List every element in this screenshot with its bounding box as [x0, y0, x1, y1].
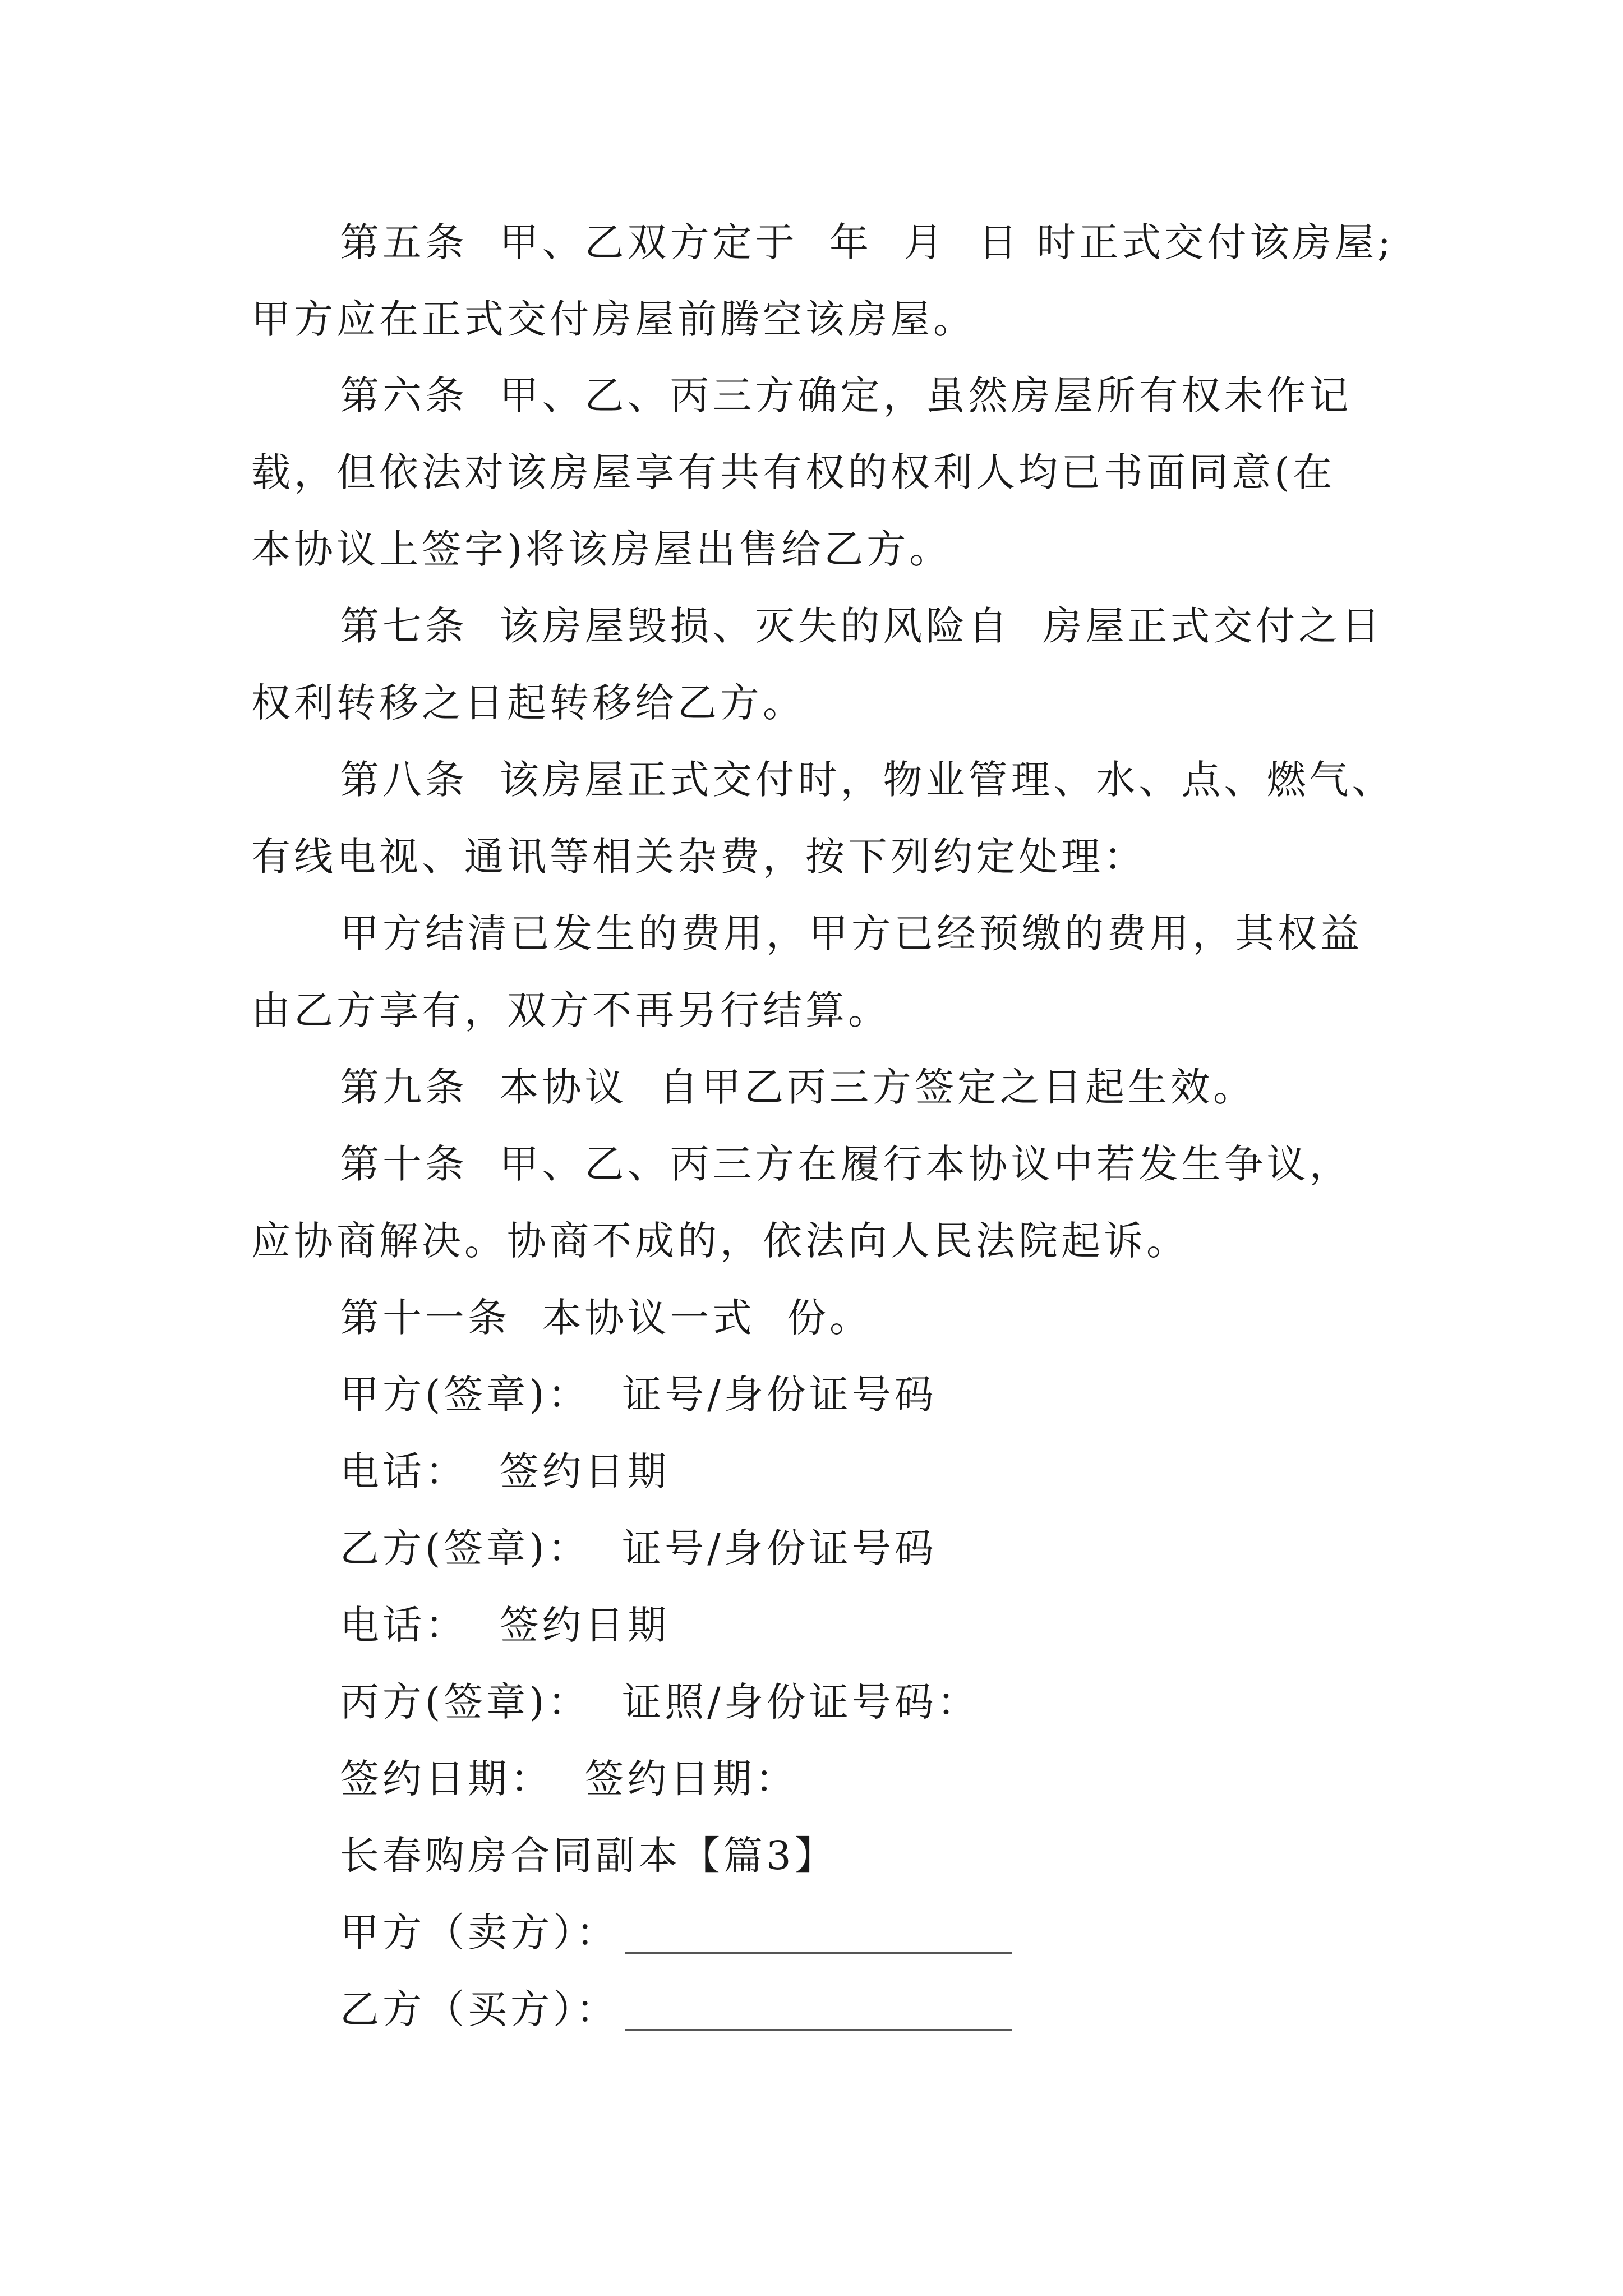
article-8-line-4: 由乙方享有，双方不再另行结算。	[251, 987, 891, 1033]
article-11-line: 第十一条 本协议一式 份。	[340, 1295, 873, 1341]
seller-field	[340, 1910, 1012, 1955]
seller-blank-line	[625, 1913, 1012, 1954]
section-heading: 长春购房合同副本【篇3】	[340, 1833, 837, 1879]
buyer-blank-line	[625, 1990, 1012, 2031]
article-6-line-3: 本协议上签字)将该房屋出售给乙方。	[251, 526, 952, 572]
party-b-signature-line: 乙方(签章)： 证号/身份证号码	[340, 1525, 937, 1571]
buyer-field	[340, 1986, 1012, 2032]
seller-label: 甲方（卖方）：	[340, 1910, 619, 1955]
article-5-line-2: 甲方应在正式交付房屋前腾空该房屋。	[251, 296, 976, 342]
party-a-phone-line: 电话： 签约日期	[340, 1448, 670, 1494]
article-7-line-1: 第七条 该房屋毁损、灭失的风险自 房屋正式交付之日	[340, 603, 1384, 649]
article-9-line: 第九条 本协议 自甲乙丙三方签定之日起生效。	[340, 1064, 1256, 1110]
article-8-line-1: 第八条 该房屋正式交付时，物业管理、水、点、燃气、	[340, 757, 1395, 803]
party-b-phone-line: 电话： 签约日期	[340, 1602, 670, 1648]
article-10-line-1: 第十条 甲、乙、丙三方在履行本协议中若发生争议，	[340, 1141, 1352, 1187]
party-c-signature-line: 丙方(签章)： 证照/身份证号码：	[340, 1679, 980, 1725]
article-5-line-1: 第五条 甲、乙双方定于 年 月 日 时正式交付该房屋;	[340, 219, 1394, 265]
article-6-line-1: 第六条 甲、乙、丙三方确定，虽然房屋所有权未作记	[340, 372, 1352, 418]
article-6-line-2: 载，但依法对该房屋享有共有权的权利人均已书面同意(在	[251, 449, 1336, 495]
article-8-line-3: 甲方结清已发生的费用，甲方已经预缴的费用，其权益	[340, 910, 1363, 956]
article-10-line-2: 应协商解决。协商不成的，依法向人民法院起诉。	[251, 1218, 1189, 1264]
party-a-signature-line: 甲方(签章)： 证号/身份证号码	[340, 1372, 937, 1418]
article-7-line-2: 权利转移之日起转移给乙方。	[251, 680, 805, 726]
article-8-line-2: 有线电视、通讯等相关杂费，按下列约定处理：	[251, 834, 1146, 880]
signing-date-line: 签约日期： 签约日期：	[340, 1756, 798, 1802]
buyer-label: 乙方（买方）：	[340, 1986, 619, 2032]
